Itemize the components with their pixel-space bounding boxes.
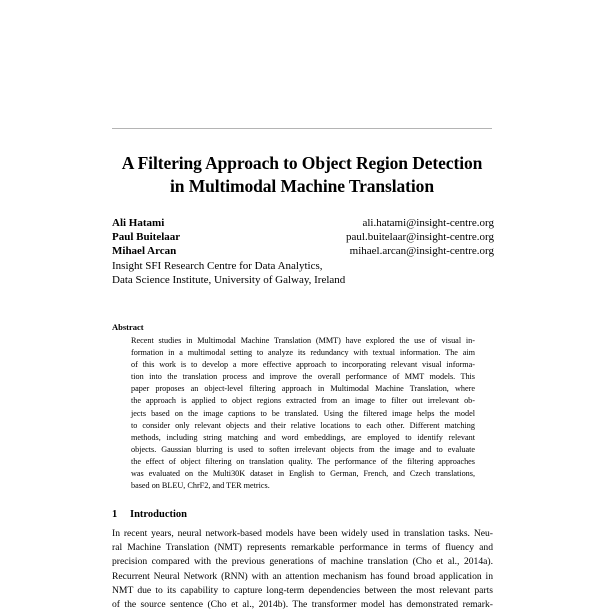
affiliation-line-1: Insight SFI Research Centre for Data Analytics, (112, 260, 323, 272)
abstract-line: jects based on the image captions to be translated. Using the filtered image helps the model (131, 408, 475, 418)
abstract-body (131, 335, 475, 492)
section-heading (112, 508, 187, 522)
intro-line: In recent years, neural network-based models have been widely used in translation tasks. Neu- (112, 528, 493, 539)
paper-title (100, 152, 504, 198)
author-row (112, 216, 494, 230)
intro-line: Recurrent Neural Network (RNN) with an attention mechanism has found broad application in (112, 570, 493, 582)
author-name: Mihael Arcan (112, 245, 177, 257)
title-line-2: in Multimodal Machine Translation (170, 176, 434, 196)
author-name: Paul Buitelaar (112, 231, 181, 243)
intro-line: precision compared with the previous generations of machine translation (Cho et al., 2014a). (112, 556, 493, 568)
abstract-line: the effect of object filtering on translation quality. The performance of the filtering approaches (131, 456, 475, 466)
abstract-line: of this work is to develop a more effective approach to incorporating relevant visual informa- (131, 360, 475, 370)
section-number: 1 (112, 509, 118, 520)
author-email[interactable]: ali.hatami@insight-centre.org (362, 217, 494, 229)
author-row (112, 244, 494, 258)
abstract-heading: Abstract (112, 322, 144, 332)
abstract-line: methods, including string matching and word embeddings, are employed to identify relevant (131, 432, 475, 442)
section-title: Introduction (130, 509, 187, 520)
author-row (112, 230, 494, 244)
abstract-line: objects. Gaussian blurring is used to soften irrelevant objects from the image and to evaluate (131, 444, 475, 454)
title-line-1: A Filtering Approach to Object Region Detection (121, 153, 483, 173)
abstract-line: was evaluated on the Multi30K dataset in English to German, French, and Czech translations, (131, 469, 475, 479)
intro-line: ral Machine Translation (NMT) represents remarkable performance in terms of fluency and (112, 542, 493, 554)
intro-line: of the source sentence (Cho et al., 2014b). The transformer model has demonstrated remark- (112, 598, 493, 610)
abstract-line: based on BLEU, ChrF2, and TER metrics. (131, 481, 270, 491)
author-name: Ali Hatami (112, 217, 165, 229)
introduction-body (112, 527, 493, 612)
author-email[interactable]: mihael.arcan@insight-centre.org (349, 245, 494, 257)
author-email[interactable]: paul.buitelaar@insight-centre.org (346, 231, 494, 243)
abstract-line: tion into the translation process and improve the overall performance of MMT models. This (131, 372, 475, 382)
abstract-line: paper proposes an object-level filtering approach in Multimodal Machine Translation, where (131, 384, 475, 394)
intro-line: NMT due to its capability to capture long-term dependencies between the most relevant parts (112, 584, 493, 596)
affiliation-line-2: Data Science Institute, University of Galway, Ireland (112, 274, 346, 286)
abstract-line: the approach is applied to object regions extracted from an image to filter out irrelevant ob- (131, 396, 475, 406)
header-rule (112, 128, 492, 129)
abstract-line: formation in a multimodal setting to analyze its redundancy with textual information. The aim (131, 348, 475, 358)
abstract-line: to consider only relevant objects and their relative locations to each other. Different matching (131, 420, 475, 430)
abstract-line: Recent studies in Multimodal Machine Translation (MMT) have explored the use of visual in- (131, 336, 475, 345)
